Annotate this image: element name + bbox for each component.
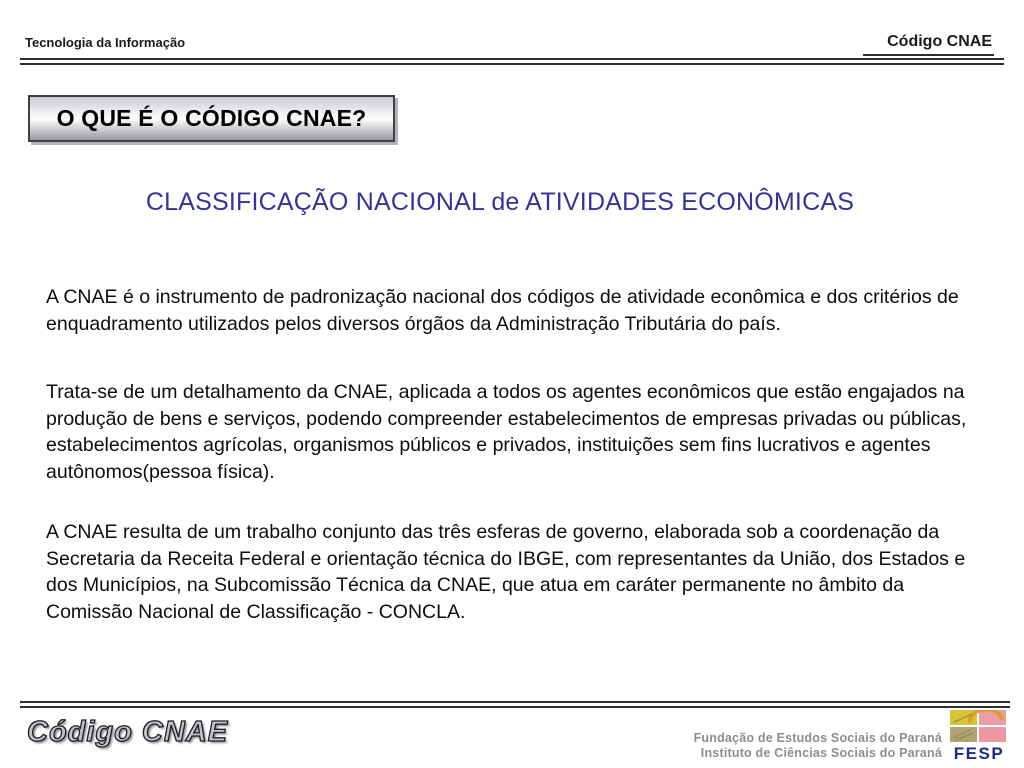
- page-title: CLASSIFICAÇÃO NACIONAL de ATIVIDADES ECONÔMICAS: [145, 188, 855, 216]
- footer-org-line2: Instituto de Ciências Sociais do Paraná: [700, 745, 942, 760]
- fesp-logo-label: FESP: [953, 744, 1005, 763]
- header-left-label: Tecnologia da Informação: [25, 35, 186, 50]
- header-divider: [20, 58, 1004, 65]
- footer-divider: [20, 701, 1010, 708]
- footer-organization-text: [694, 731, 942, 760]
- fesp-logo-block: [948, 710, 1010, 764]
- paragraph-governance: A CNAE resulta de um trabalho conjunto das três esferas de governo, elaborada sob a coordenação da Secretaria da Receita Federal e orientação técnica do IBGE, com representantes da União, dos Estados e dos Municípios, na Subcomissão Técnica da CNAE, que atua em caráter permanente no âmbito da Comissão Nacional de Classificação - CONCLA.: [46, 521, 966, 623]
- fesp-logo-icon: [950, 710, 1008, 743]
- question-button-label: O QUE É O CÓDIGO CNAE?: [56, 105, 367, 131]
- question-button[interactable]: [28, 95, 395, 142]
- paragraph-detail: Trata-se de um detalhamento da CNAE, aplicada a todos os agentes econômicos que estão engajados na produção de bens e serviços, podendo compreender estabelecimentos de empresas privadas ou públicas, estabelecimentos agrícolas, organismos públicos e privados, instituições sem fins lucrativos e agentes autônomos(pessoa física).: [46, 381, 967, 483]
- header-right-label: Código CNAE: [863, 33, 994, 56]
- paragraph-definition: A CNAE é o instrumento de padronização nacional dos códigos de atividade econômica e dos critérios de enquadramento utilizados pelos diversos órgãos da Administração Tributária do país.: [46, 286, 959, 335]
- footer-wordart-logo: Código CNAE: [27, 716, 229, 748]
- footer-org-line1: Fundação de Estudos Sociais do Paraná: [693, 731, 942, 745]
